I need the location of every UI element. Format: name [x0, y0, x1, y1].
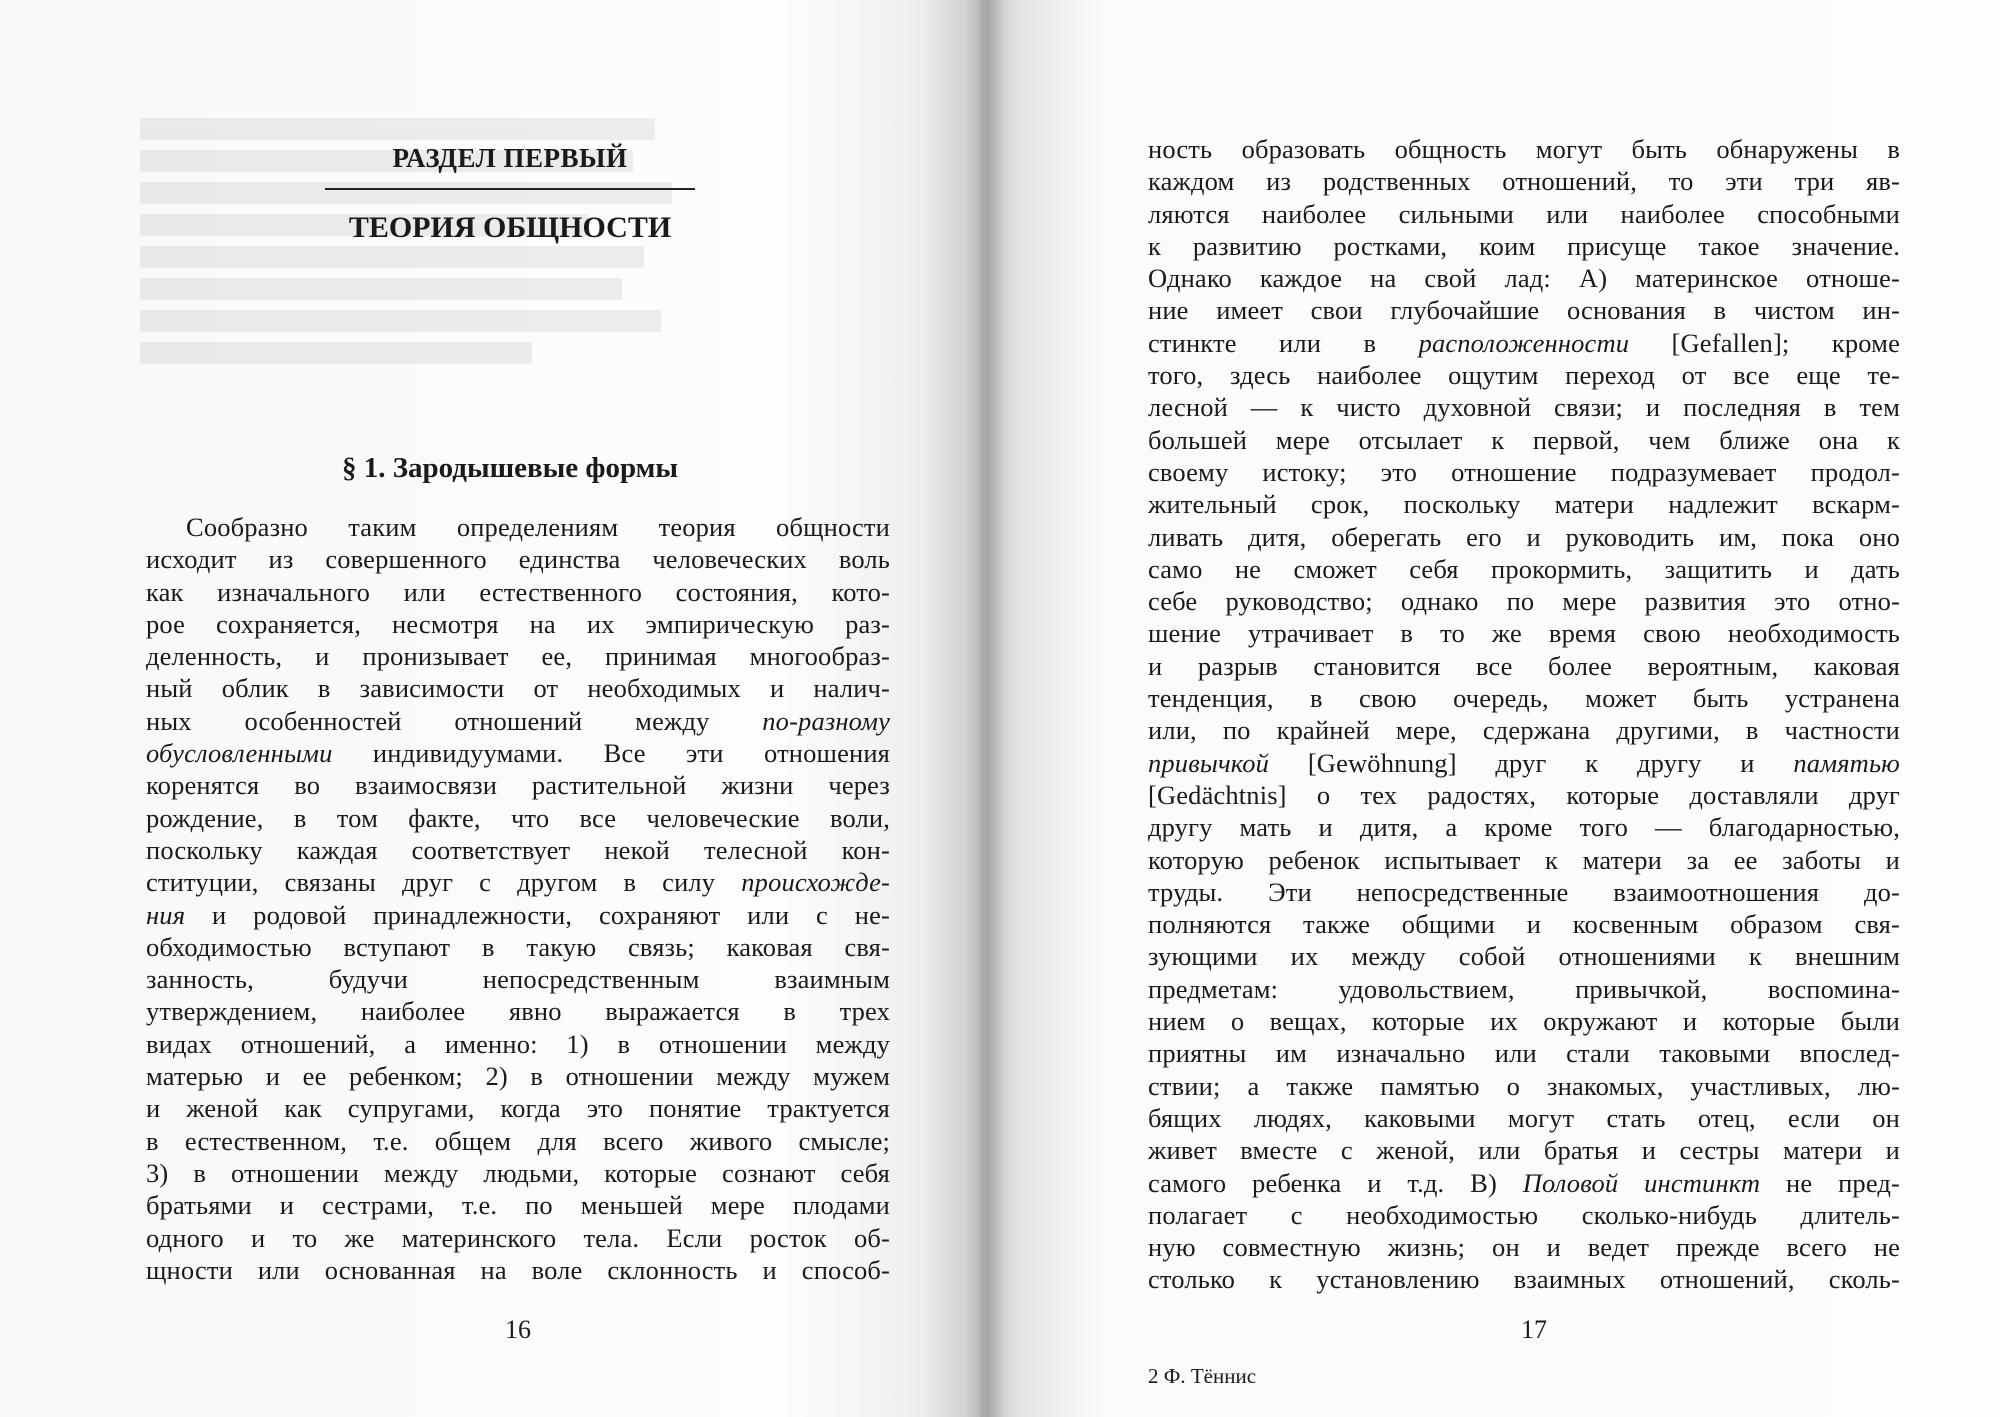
- italic-term: памятью: [1793, 747, 1900, 778]
- text-line: как изначального или естественного состояния, кото-: [146, 576, 890, 607]
- section-title: ТЕОРИЯ ОБЩНОСТИ: [348, 211, 672, 244]
- text-line: ность образовать общность могут быть обнаружены в: [1148, 134, 1900, 164]
- text-line: лесной — к чисто духовной связи; и последняя в тем: [1148, 392, 1900, 423]
- text-line: или, по крайней мере, сдержана другими, в частности: [1148, 715, 1900, 746]
- text-line: [146, 866, 890, 898]
- text-line: матерью и ее ребенком; 2) в отношении между мужем: [146, 1061, 890, 1092]
- text-line: в естественном, т.е. общем для всего живого смысле;: [146, 1125, 890, 1156]
- text-line: и разрыв становится все более вероятным, каковая: [1148, 650, 1900, 681]
- text-line: [146, 737, 890, 769]
- text-line: [146, 899, 890, 931]
- section-header: [325, 138, 695, 248]
- text-line: шение утрачивает в то же время свою необходимость: [1148, 618, 1900, 649]
- text-line: [Gedächtnis] о тех радостях, которые доставляли друг: [1148, 779, 1900, 810]
- text-line: каждом из родственных отношений, то эти три яв-: [1148, 166, 1900, 197]
- text-line: приятны им изначально или стали таковыми впослед-: [1148, 1038, 1900, 1069]
- text-line: ние имеет свои глубочайшие основания в чистом ин-: [1148, 295, 1900, 326]
- text-segment: самого ребенка и т.д. B): [1148, 1167, 1523, 1198]
- text-line: живет вместе с женой, или братья и сестры матери и: [1148, 1135, 1900, 1166]
- text-segment: ных особенностей отношений между: [146, 705, 763, 736]
- text-line: ный облик в зависимости от необходимых и налич-: [146, 673, 890, 704]
- text-line: деленность, и пронизывает ее, принимая многообраз-: [146, 641, 890, 672]
- text-line: нием о вещах, которые их окружают и которые были: [1148, 1006, 1900, 1037]
- text-line: тенденция, в свою очередь, может быть устранена: [1148, 683, 1900, 714]
- text-line: другу мать и дитя, а кроме того — благодарностью,: [1148, 812, 1900, 843]
- text-line: полагает с необходимостью сколько-нибудь длитель-: [1148, 1199, 1900, 1230]
- text-line: предметам: удовольствием, привычкой, воспомина-: [1148, 973, 1900, 1004]
- text-segment: ституции, связаны друг с другом в силу: [146, 867, 742, 898]
- text-line: видах отношений, а именно: 1) в отношении между: [146, 1028, 890, 1059]
- text-line: одного и то же материнского тела. Если росток об-: [146, 1222, 890, 1253]
- text-line: коренятся во взаимосвязи растительной жизни через: [146, 770, 890, 801]
- text-line: зующими их между собой отношениями к внешним: [1148, 941, 1900, 972]
- text-line: поскольку каждая соответствует некой телесной кон-: [146, 834, 890, 865]
- paragraph-heading: § 1. Зародышевые формы: [341, 452, 679, 484]
- text-line: которую ребенок испытывает к матери за ее заботы и: [1148, 844, 1900, 875]
- right-page-body: [1148, 133, 1900, 1296]
- book-gutter: [965, 0, 1005, 1417]
- italic-term: обусловленными: [146, 738, 333, 769]
- text-line: полняются также общими и косвенным образом свя-: [1148, 909, 1900, 940]
- text-segment: стинкте или в: [1148, 327, 1419, 358]
- text-segment: не пред-: [1760, 1167, 1901, 1198]
- text-segment: [Gefallen]; кроме: [1629, 327, 1900, 358]
- italic-term: привычкой: [1148, 747, 1270, 778]
- text-line: ливать дитя, оберегать его и руководить им, пока оно: [1148, 521, 1900, 552]
- text-line: исходит из совершенного единства человеческих воль: [146, 544, 890, 575]
- text-line: 3) в отношении между людьми, которые сознают себя: [146, 1157, 890, 1188]
- text-line: щности или основанная на воле склонность и способ-: [146, 1254, 890, 1285]
- page-number-left: 16: [505, 1315, 531, 1344]
- text-line: к развитию ростками, коим присуще такое значение.: [1148, 230, 1900, 261]
- italic-term: происхожде-: [741, 867, 890, 898]
- text-line: утверждением, наиболее явно выражается в трех: [146, 996, 890, 1027]
- text-line: [1148, 1167, 1900, 1199]
- text-line: Однако каждое на свой лад: A) материнское отноше-: [1148, 263, 1900, 294]
- text-line: жительный срок, поскольку матери надлежит вскарм-: [1148, 489, 1900, 520]
- text-line: своему истоку; это отношение подразумевает продол-: [1148, 456, 1900, 487]
- text-line: труды. Эти непосредственные взаимоотношения до-: [1148, 876, 1900, 907]
- text-segment: индивидуумами. Все эти отношения: [372, 738, 890, 769]
- italic-term: расположенности: [1418, 327, 1630, 358]
- text-line: братьями и сестрами, т.е. по меньшей мере плодами: [146, 1190, 890, 1221]
- text-line: бящих людях, каковыми могут стать отец, если он: [1148, 1102, 1900, 1133]
- page-number-right: 17: [1521, 1315, 1547, 1344]
- text-line: [1148, 747, 1900, 779]
- section-label: РАЗДЕЛ ПЕРВЫЙ: [392, 143, 628, 173]
- text-line: и женой как супругами, когда это понятие трактуется: [146, 1093, 890, 1124]
- text-line: себе руководство; однако по мере развития это отно-: [1148, 586, 1900, 617]
- text-line: само не сможет себя прокормить, защитить и дать: [1148, 553, 1900, 584]
- text-line: столько к установлению взаимных отношений, сколь-: [1148, 1264, 1900, 1295]
- text-line: ную совместную жизнь; он и ведет прежде всего не: [1148, 1232, 1900, 1263]
- section-rule: [325, 188, 695, 190]
- text-line: ляются наиболее сильными или наиболее способными: [1148, 198, 1900, 229]
- text-line: занность, будучи непосредственным взаимным: [146, 964, 890, 995]
- italic-term: по-разному: [762, 705, 890, 736]
- text-line: [146, 705, 890, 737]
- text-line: рое сохраняется, несмотря на их эмпирическую раз-: [146, 608, 890, 639]
- text-segment: и родовой принадлежности, сохраняют или с не-: [185, 899, 890, 930]
- text-line: Сообразно таким определениям теория общности: [186, 512, 890, 542]
- text-line: большей мере отсылает к первой, чем ближе она к: [1148, 424, 1900, 455]
- italic-term: ния: [146, 899, 186, 930]
- italic-term: Половой инстинкт: [1522, 1167, 1761, 1198]
- signature-mark: 2 Ф. Тённис: [1148, 1364, 1257, 1388]
- text-line: того, здесь наиболее ощутим переход от все еще те-: [1148, 360, 1900, 391]
- text-line: ствии; а также памятью о знакомых, участливых, лю-: [1148, 1070, 1900, 1101]
- text-line: обходимостью вступают в такую связь; каковая свя-: [146, 931, 890, 962]
- left-page-body: [146, 511, 890, 1286]
- text-line: [1148, 327, 1900, 359]
- text-segment: [Gewöhnung] друг к другу и: [1269, 747, 1794, 778]
- text-line: рождение, в том факте, что все человеческие воли,: [146, 802, 890, 833]
